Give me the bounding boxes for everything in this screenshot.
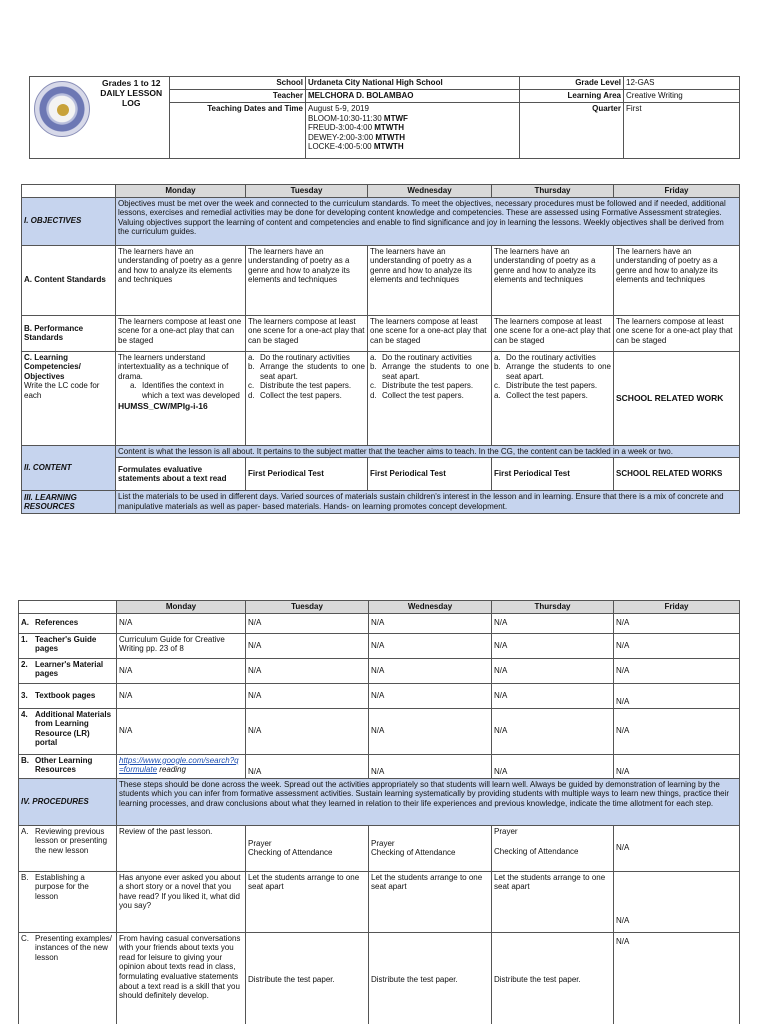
learning-area-value: Creative Writing xyxy=(624,90,740,103)
row-label-text: Learner's Material pages xyxy=(35,659,104,679)
na-cell: N/A xyxy=(369,683,492,708)
content-standards-cell: The learners have an understanding of poetry as a genre and how to analyze its elements and techniques xyxy=(116,245,246,315)
row-label-text: Other Learning Resources xyxy=(35,755,93,775)
schedule-days: MTWF xyxy=(383,113,408,123)
presenting-thursday: Distribute the test paper. xyxy=(492,932,614,1024)
list-text: Distribute the test papers. xyxy=(506,381,598,391)
schedule-days: MTWTH xyxy=(375,132,406,142)
list-text: Arrange the students to one seat apart. xyxy=(260,362,365,381)
school-value: Urdaneta City National High School xyxy=(306,77,520,90)
na-cell: N/A xyxy=(369,658,492,683)
list-marker: 4. xyxy=(21,709,28,719)
na-cell: N/A xyxy=(492,754,614,778)
prayer-text: Prayer xyxy=(248,838,272,848)
performance-cell: The learners compose at least one scene for a one-act play that can be staged xyxy=(246,315,368,351)
day-header: Monday xyxy=(117,601,246,614)
learning-area-label: Learning Area xyxy=(520,90,624,103)
test-steps-list xyxy=(248,353,365,401)
list-item xyxy=(248,381,365,391)
prayer-text: Prayer xyxy=(371,838,395,848)
day-header: Friday xyxy=(614,185,740,198)
grade-level-value: 12-GAS xyxy=(624,77,740,90)
content-standards-label: A. Content Standards xyxy=(22,245,116,315)
na-cell: N/A xyxy=(246,683,369,708)
na-cell: N/A xyxy=(117,658,246,683)
na-cell: N/A xyxy=(117,613,246,633)
list-marker: c. xyxy=(248,381,255,391)
list-text: Distribute the test papers. xyxy=(260,381,352,391)
quarter-value: First xyxy=(624,103,740,159)
list-item xyxy=(248,353,365,363)
schedule-text: LOCKE-4:00-5:00 xyxy=(308,142,372,152)
na-cell: N/A xyxy=(614,633,740,658)
na-cell: N/A xyxy=(614,708,740,754)
na-cell: N/A xyxy=(614,871,740,932)
competency-intro: The learners understand intertextuality as a technique of drama. xyxy=(118,352,229,381)
content-label: II. CONTENT xyxy=(22,445,116,491)
days-header-row xyxy=(19,601,740,614)
day-header: Friday xyxy=(614,601,740,614)
list-marker: 2. xyxy=(21,659,28,669)
list-text: Collect the test papers. xyxy=(260,390,342,400)
content-test: First Periodical Test xyxy=(368,458,492,491)
list-item xyxy=(370,391,489,401)
list-text: Arrange the students to one seat apart. xyxy=(382,362,489,381)
dll-title-line2: DAILY LESSON xyxy=(100,88,163,99)
na-cell: N/A xyxy=(246,613,369,633)
content-standards-cell: The learners have an understanding of poetry as a genre and how to analyze its elements and techniques xyxy=(614,245,740,315)
list-marker: A. xyxy=(21,826,29,836)
tuesday-competency xyxy=(246,351,368,445)
objectives-label: I. OBJECTIVES xyxy=(22,197,116,245)
additional-materials-label xyxy=(19,708,117,754)
thursday-competency xyxy=(492,351,614,445)
performance-label-line: Standards xyxy=(24,333,64,343)
teacher-value: MELCHORA D. BOLAMBAO xyxy=(306,90,520,103)
competency-item-text: Identifies the context in which a text was developed xyxy=(142,381,240,400)
day-header: Thursday xyxy=(492,185,614,198)
objectives-instructions: Objectives must be met over the week and connected to the curriculum standards. To meet the objectives, necessary procedures must be followed and if needed, additional lessons, exercises and remedial activities may be done for developing content knowledge and competencies. These are assessed using Formative Assessment strategies. Valuing objectives support the learning of content and competencies and enable to find significance and joy in learning the lessons. Weekly objectives shall be derived from the curriculum guides. xyxy=(116,197,740,245)
list-item xyxy=(248,391,365,401)
list-text: Arrange the students to one seat apart. xyxy=(506,362,611,381)
content-test: First Periodical Test xyxy=(492,458,614,491)
procedures-label: IV. PROCEDURES xyxy=(19,778,117,825)
list-item xyxy=(494,353,611,363)
textbook-label xyxy=(19,683,117,708)
friday-competency: SCHOOL RELATED WORK xyxy=(614,351,740,445)
wednesday-competency xyxy=(368,351,492,445)
na-cell: N/A xyxy=(369,613,492,633)
list-marker: b. xyxy=(248,362,255,372)
list-item xyxy=(494,362,611,381)
day-header: Monday xyxy=(116,185,246,198)
attendance-text: Checking of Attendance xyxy=(494,847,579,857)
presenting-wednesday: Distribute the test paper. xyxy=(369,932,492,1024)
list-marker: d. xyxy=(248,390,255,400)
na-cell: N/A xyxy=(246,708,369,754)
list-item xyxy=(494,391,611,401)
row-label-text: Reviewing previous lesson or presenting the new lesson xyxy=(35,826,108,855)
reviewing-wednesday xyxy=(369,825,492,871)
procedures-instructions: These steps should be done across the week. Spread out the activities appropriately so that students will learn well. Always be guided by demonstration of learning by the students which you can infer from formative assessment activities. Sustain learning systematically by providing students with multiple ways to learn new things, practice their learning processes, and draw conclusions about what they learned in relation to their life experiences and previous knowledge, indicate the time allotment for each step. xyxy=(117,778,740,825)
competency-item xyxy=(118,381,243,400)
na-cell: N/A xyxy=(117,708,246,754)
monday-competency xyxy=(116,351,246,445)
presenting-monday: From having casual conversations with your friends about texts you read for leisure to giving your opinion about texts read in class, formulating evaluative statements about a text read is a skill that you should definitely develop. xyxy=(117,932,246,1024)
list-marker: 1. xyxy=(21,634,28,644)
content-test: First Periodical Test xyxy=(246,458,368,491)
attendance-text: Checking of Attendance xyxy=(248,848,333,858)
performance-standards-label xyxy=(22,315,116,351)
competencies-label-line: Objectives xyxy=(24,371,65,381)
na-cell: N/A xyxy=(614,613,740,633)
content-monday: Formulates evaluative statements about a text read xyxy=(116,458,246,491)
reviewing-monday: Review of the past lesson. xyxy=(117,825,246,871)
schedule-days: MTWTH xyxy=(374,123,405,133)
list-marker: c. xyxy=(494,381,501,391)
dll-title-line1: Grades 1 to 12 xyxy=(101,78,161,88)
list-marker: a. xyxy=(248,352,255,362)
na-cell: N/A xyxy=(492,708,614,754)
list-text: Collect the test papers. xyxy=(506,390,588,400)
na-cell: N/A xyxy=(614,658,740,683)
reviewing-tuesday xyxy=(246,825,369,871)
grade-level-label: Grade Level xyxy=(520,77,624,90)
list-item xyxy=(494,381,611,391)
list-marker: a. xyxy=(494,352,501,362)
learners-material-label xyxy=(19,658,117,683)
quarter-label: Quarter xyxy=(520,103,624,159)
other-resources-label xyxy=(19,754,117,778)
schedule-days: MTWTH xyxy=(373,142,404,152)
attendance-text: Checking of Attendance xyxy=(371,848,456,858)
references-label xyxy=(19,613,117,633)
school-label: School xyxy=(170,77,306,90)
schedule-text: DEWEY-2:00-3:00 xyxy=(308,132,374,142)
list-item xyxy=(370,381,489,391)
na-cell: N/A xyxy=(614,932,740,1024)
list-text: Do the routinary activities xyxy=(260,352,350,362)
presenting-tuesday: Distribute the test paper. xyxy=(246,932,369,1024)
prayer-text: Prayer xyxy=(494,826,518,836)
purpose-wednesday: Let the students arrange to one seat apart xyxy=(369,871,492,932)
na-cell: N/A xyxy=(246,658,369,683)
purpose-monday: Has anyone ever asked you about a short story or a novel that you have read? If you liked it, what did you say? xyxy=(117,871,246,932)
performance-cell: The learners compose at least one scene for a one-act play that can be staged xyxy=(614,315,740,351)
test-steps-list xyxy=(494,353,611,401)
list-marker: B. xyxy=(21,872,29,882)
list-marker: d. xyxy=(370,390,377,400)
day-header: Wednesday xyxy=(369,601,492,614)
resources-label xyxy=(22,491,116,514)
resource-link[interactable]: https://www.google.com/search?q=formulate xyxy=(119,755,239,775)
list-marker: a. xyxy=(130,381,137,391)
presenting-label xyxy=(19,932,117,1024)
teachers-guide-monday: Curriculum Guide for Creative Writing pp. 23 of 8 xyxy=(117,633,246,658)
row-label-text: Textbook pages xyxy=(35,690,96,700)
day-header: Wednesday xyxy=(368,185,492,198)
content-instructions: Content is what the lesson is all about. It pertains to the subject matter that the teacher aims to teach. In the CG, the content can be tackled in a week or two. xyxy=(116,445,740,458)
list-marker: a. xyxy=(370,352,377,362)
purpose-label xyxy=(19,871,117,932)
na-cell: N/A xyxy=(492,658,614,683)
list-item xyxy=(370,362,489,381)
list-marker: b. xyxy=(370,362,377,372)
list-text: Collect the test papers. xyxy=(382,390,464,400)
list-item xyxy=(370,353,489,363)
dates-text: August 5-9, 2019 xyxy=(308,104,369,113)
na-cell: N/A xyxy=(492,683,614,708)
teaching-dates-label: Teaching Dates and Time xyxy=(170,103,306,159)
dll-title xyxy=(94,77,170,159)
competencies-label xyxy=(22,351,116,445)
content-friday: SCHOOL RELATED WORKS xyxy=(614,458,740,491)
content-standards-cell: The learners have an understanding of poetry as a genre and how to analyze its elements and techniques xyxy=(368,245,492,315)
purpose-thursday: Let the students arrange to one seat apart xyxy=(492,871,614,932)
days-header-row xyxy=(22,185,740,198)
na-cell: N/A xyxy=(369,708,492,754)
performance-cell: The learners compose at least one scene for a one-act play that can be staged xyxy=(492,315,614,351)
schedule-text: BLOOM-10:30-11:30 xyxy=(308,113,382,123)
schedule-line xyxy=(308,142,517,152)
day-header: Tuesday xyxy=(246,185,368,198)
na-cell: N/A xyxy=(369,754,492,778)
resource-link-tail: reading xyxy=(157,765,186,775)
na-cell: N/A xyxy=(492,613,614,633)
list-text: Do the routinary activities xyxy=(382,352,472,362)
na-cell: N/A xyxy=(614,683,740,708)
performance-label-line: B. Performance xyxy=(24,323,84,333)
schedule-line xyxy=(308,114,517,124)
procedures-table xyxy=(18,600,740,1024)
row-label-text: Presenting examples/ instances of the new lesson xyxy=(35,933,112,962)
row-label-text: References xyxy=(35,618,79,628)
na-cell: N/A xyxy=(614,825,740,871)
na-cell: N/A xyxy=(614,754,740,778)
list-item xyxy=(248,362,365,381)
list-text: Do the routinary activities xyxy=(506,352,596,362)
list-marker: A. xyxy=(21,618,29,628)
other-resources-monday xyxy=(117,754,246,778)
content-standards-cell: The learners have an understanding of poetry as a genre and how to analyze its elements and techniques xyxy=(492,245,614,315)
day-header: Thursday xyxy=(492,601,614,614)
list-marker: c. xyxy=(370,381,377,391)
reviewing-label xyxy=(19,825,117,871)
na-cell: N/A xyxy=(117,683,246,708)
dll-title-line3: LOG xyxy=(122,98,141,109)
row-label-text: Establishing a purpose for the lesson xyxy=(35,872,89,901)
lc-code: HUMSS_CW/MPIg-i-16 xyxy=(118,400,208,411)
na-cell: N/A xyxy=(492,633,614,658)
resources-label-line: III. LEARNING xyxy=(24,492,77,502)
content-standards-cell: The learners have an understanding of poetry as a genre and how to analyze its elements and techniques xyxy=(246,245,368,315)
reviewing-thursday xyxy=(492,825,614,871)
list-text: Distribute the test papers. xyxy=(382,381,474,391)
seal-cell xyxy=(30,77,94,159)
competencies-label-line: Competencies/ xyxy=(24,362,81,372)
competencies-label-note: Write the LC code for each xyxy=(24,381,100,400)
na-cell: N/A xyxy=(369,633,492,658)
test-steps-list xyxy=(370,353,489,401)
performance-cell: The learners compose at least one scene for a one-act play that can be staged xyxy=(368,315,492,351)
na-cell: N/A xyxy=(246,754,369,778)
list-marker: 3. xyxy=(21,690,28,700)
list-marker: a. xyxy=(494,390,501,400)
day-header: Tuesday xyxy=(246,601,369,614)
dll-header-table xyxy=(29,76,740,159)
schedule-line xyxy=(308,133,517,143)
schedule-text: FREUD-3:00-4:00 xyxy=(308,123,373,133)
teachers-guide-label xyxy=(19,633,117,658)
teaching-dates-value xyxy=(306,103,520,159)
row-label-text: Teacher's Guide pages xyxy=(35,634,97,654)
teacher-label: Teacher xyxy=(170,90,306,103)
objectives-table xyxy=(21,184,740,514)
purpose-tuesday: Let the students arrange to one seat apart xyxy=(246,871,369,932)
resources-label-line: RESOURCES xyxy=(24,502,75,512)
performance-cell: The learners compose at least one scene for a one-act play that can be staged xyxy=(116,315,246,351)
deped-seal-logo xyxy=(34,81,90,137)
resources-instructions: List the materials to be used in different days. Varied sources of materials sustain children's interest in the lesson and in learning. Ensure that there is a mix of concrete and manipulative materials as well as paper- based materials. Hands- on learning promotes concept development. xyxy=(116,491,740,514)
competencies-label-line: C. Learning xyxy=(24,352,69,362)
row-label-text: Additional Materials from Learning Resource (LR) portal xyxy=(35,709,112,748)
na-cell: N/A xyxy=(246,633,369,658)
schedule-line xyxy=(308,123,517,133)
list-marker: B. xyxy=(21,755,29,765)
list-marker: C. xyxy=(21,933,29,943)
list-marker: b. xyxy=(494,362,501,372)
